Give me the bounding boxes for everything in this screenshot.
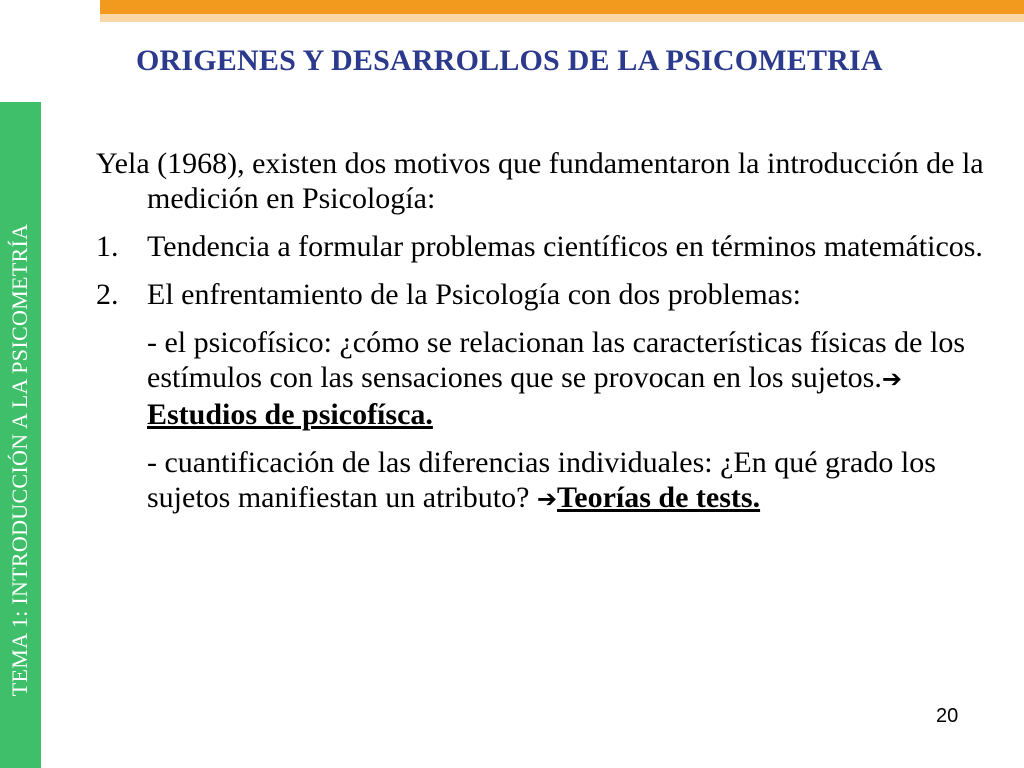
list-number: 1. [96,230,119,263]
list-item-text: El enfrentamiento de la Psicología con dos problemas: [147,278,801,311]
top-accent-bar-light [100,14,1024,22]
slide-body [96,146,996,530]
list-number: 2. [96,278,119,311]
sub-item-psychophysics [96,325,996,432]
list-item-1 [96,229,996,264]
slide-title: ORIGENES Y DESARROLLOS DE LA PSICOMETRIA [136,44,883,77]
top-accent-bar [100,0,1024,14]
intro-paragraph: Yela (1968), existen dos motivos que fundamentaron la introducción de la medición en Psicología: [96,147,984,215]
sub-item-text: - el psicofísico: ¿cómo se relacionan las características físicas de los estímulos con las sensaciones que se provocan en los sujetos. [147,326,965,394]
emphasis-text: Estudios de psicofísca. [147,398,433,431]
arrow-right-icon: ➔ [881,365,902,393]
page-number: 20 [936,705,959,727]
arrow-right-icon: ➔ [536,485,558,513]
sub-item-text: - cuantificación de las diferencias individuales: ¿En qué grado los sujetos manifiestan un atributo? [147,446,936,514]
emphasis-text: Teorías de tests. [557,481,761,514]
side-topic-label: TEMA 1: INTRODUCCIÓN A LA PSICOMETRÍA [7,223,32,697]
sub-item-individual-differences [96,445,996,517]
list-item-text: Tendencia a formular problemas científicos en términos matemáticos. [147,230,983,263]
list-item-2 [96,277,996,312]
